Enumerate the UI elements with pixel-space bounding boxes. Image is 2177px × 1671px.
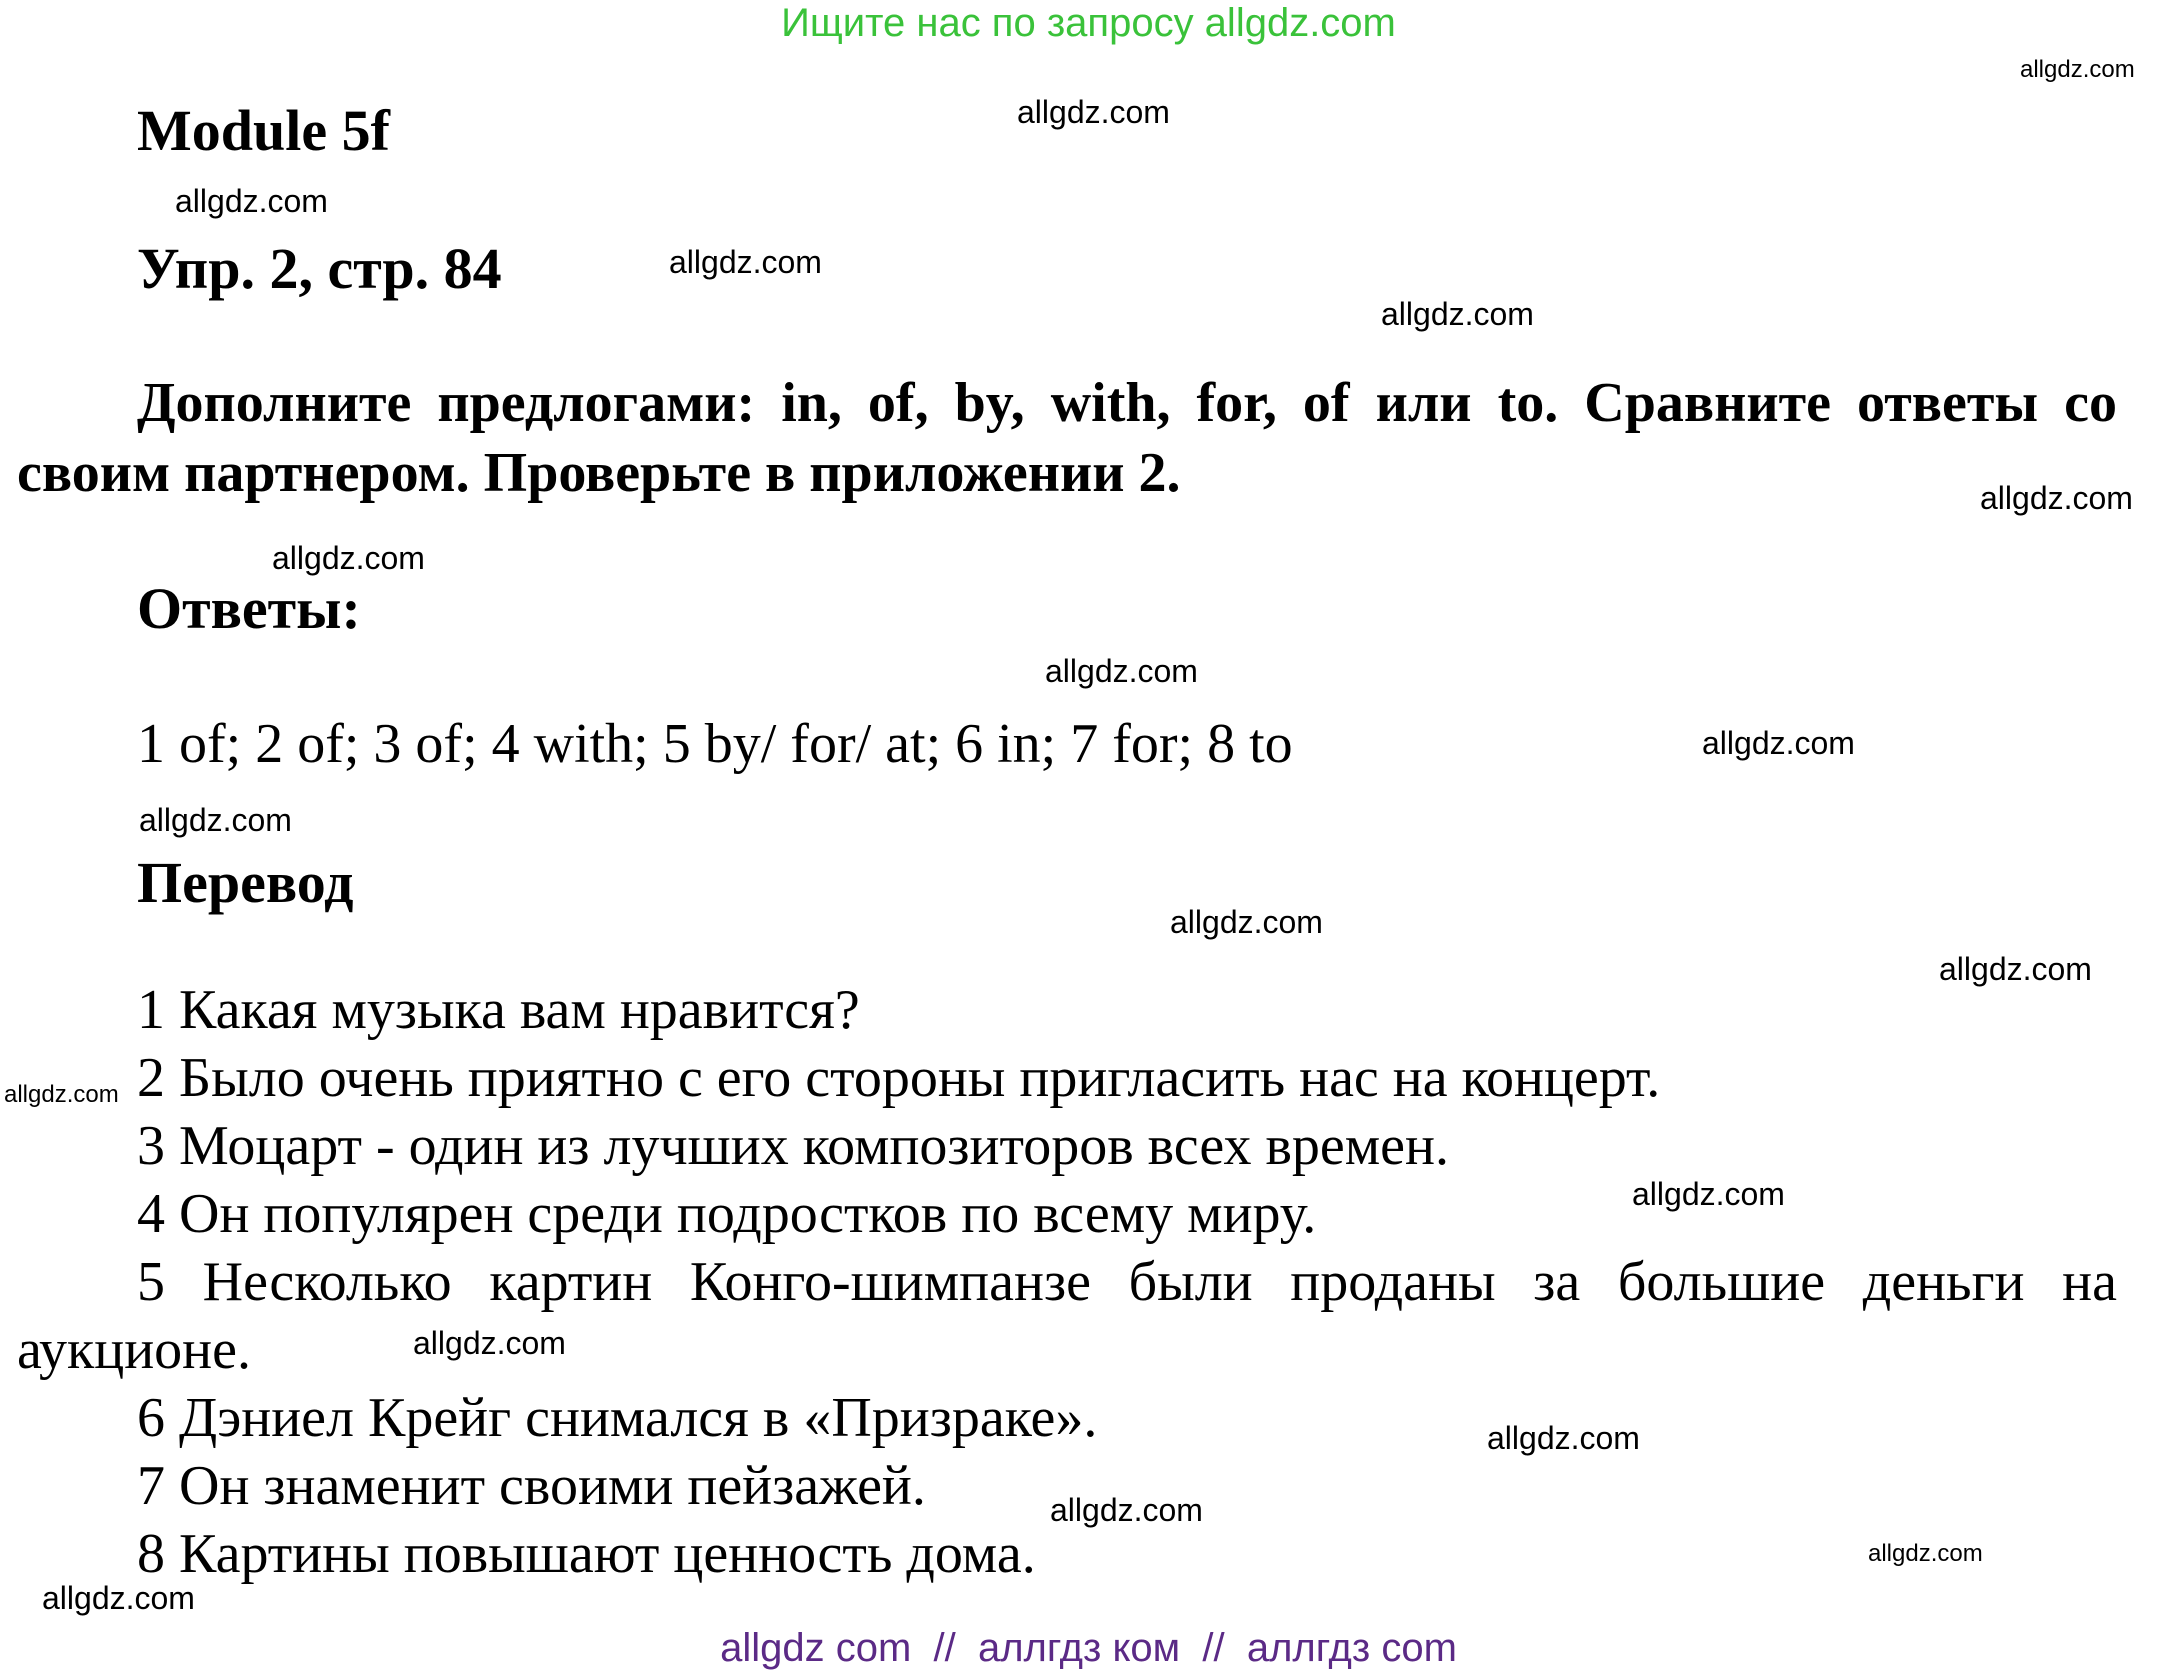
watermark: allgdz.com [175, 183, 328, 219]
exercise-title: Упр. 2, стр. 84 [137, 236, 502, 301]
top-banner: Ищите нас по запросу allgdz.com [781, 1, 1396, 45]
watermark: allgdz.com [1050, 1492, 1203, 1528]
watermark: allgdz.com [413, 1325, 566, 1361]
watermark: allgdz.com [1702, 725, 1855, 761]
watermark: allgdz.com [42, 1580, 195, 1616]
watermark: allgdz.com [139, 802, 292, 838]
watermark: allgdz.com [1170, 904, 1323, 940]
list-item: 7 Он знаменит своими пейзажей. [137, 1455, 926, 1517]
watermark: allgdz.com [1868, 1540, 1983, 1567]
list-item: 3 Моцарт - один из лучших композиторов всех времен. [137, 1115, 1450, 1177]
watermark: allgdz.com [1939, 951, 2092, 987]
list-item: 2 Было очень приятно с его стороны пригласить нас на концерт. [137, 1047, 1661, 1109]
translation-title: Перевод [137, 850, 354, 915]
watermark: allgdz.com [1632, 1176, 1785, 1212]
list-item: 6 Дэниел Крейг снимался в «Призраке». [137, 1387, 1098, 1449]
list-item: 4 Он популярен среди подростков по всему миру. [137, 1183, 1317, 1245]
watermark: allgdz.com [1487, 1420, 1640, 1456]
watermark: allgdz.com [2020, 56, 2135, 83]
watermark: allgdz.com [272, 540, 425, 576]
list-item: 5 Несколько картин Конго-шимпанзе были проданы за большие деньги на аукционе. [17, 1251, 2117, 1381]
watermark: allgdz.com [1980, 480, 2133, 516]
list-item: 1 Какая музыка вам нравится? [137, 979, 860, 1041]
task-text: Дополните предлогами: in, of, by, with, for, of или to. Сравните ответы со своим партнером. Проверьте в приложении 2. [17, 372, 2117, 504]
bottom-banner: allgdz com // аллгдз ком // аллгдз com [720, 1626, 1457, 1670]
watermark: allgdz.com [4, 1081, 119, 1108]
watermark: allgdz.com [1381, 296, 1534, 332]
list-item: 8 Картины повышают ценность дома. [137, 1523, 1036, 1585]
watermark: allgdz.com [669, 244, 822, 280]
watermark: allgdz.com [1045, 653, 1198, 689]
answers-text: 1 of; 2 of; 3 of; 4 with; 5 by/ for/ at; 6 in; 7 for; 8 to [137, 713, 1293, 775]
module-title: Module 5f [137, 98, 390, 163]
watermark: allgdz.com [1017, 94, 1170, 130]
answers-title: Ответы: [137, 576, 361, 641]
